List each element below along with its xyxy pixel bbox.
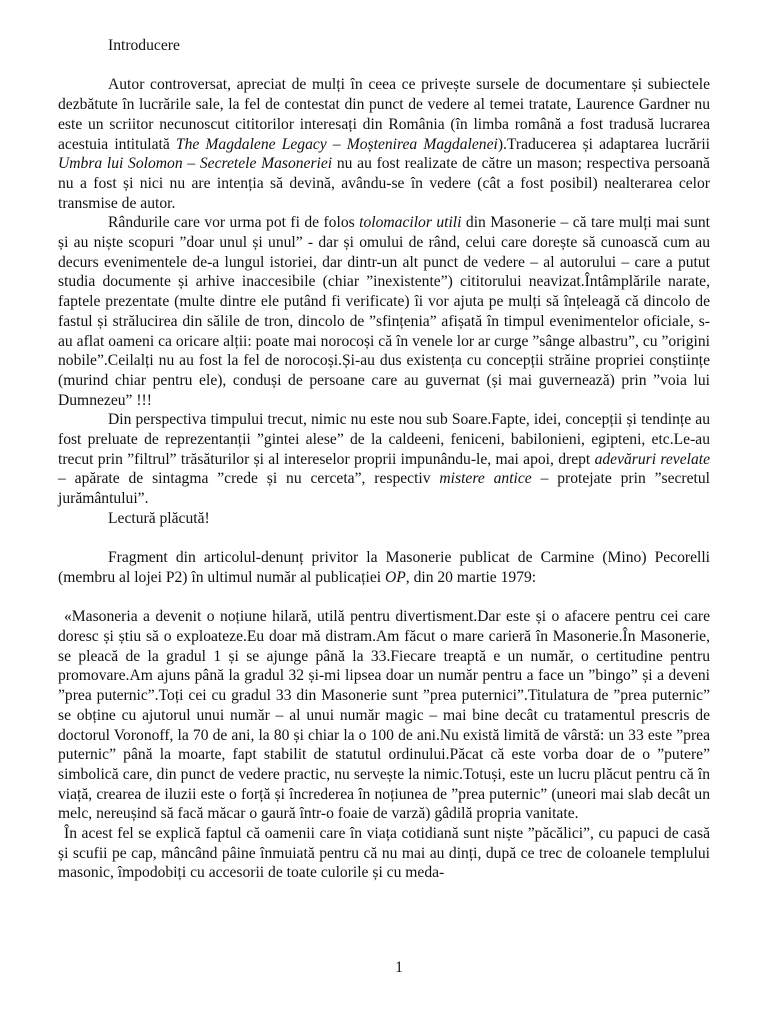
text-run: , din 20 martie 1979: [405, 568, 537, 586]
emphasis: mistere antice [439, 470, 532, 488]
text-run: ).Traducerea și adaptarea lucrării [497, 135, 711, 153]
paragraph-purpose [58, 213, 710, 410]
emphasis: tolomacilor utili [359, 214, 462, 232]
spacer [58, 56, 710, 76]
paragraph-intro [58, 75, 710, 213]
closing-line: Lectură plăcută! [108, 509, 210, 527]
text-run: – protejate prin ”secretul jurământului”. [58, 470, 711, 508]
publication-name: OP [384, 568, 406, 586]
paragraph-fragment-intro [58, 548, 710, 587]
paragraph-perspective [58, 410, 710, 509]
text-run: – apărate de sintagma ”crede și nu cerceta”, respectiv [58, 470, 440, 488]
text-run: din Masonerie – că tare mulți mai sunt și au niște scopuri ”doar unul și unul” - dar și omului de rând, celui care dorește să cunoască cum au decurs evenimentele de-a lungul istoriei, dar dintr-un alt punct de vedere – al autorului – care a putut studia documente și arhive inaccesibile (chiar ”inexistente”) cititorului neavizat.Întâmplările narate, faptele prezentate (multe dintre ele putând fi verificate) îi vor ajuta pe mulți să înțeleagă că dincolo de fastul și strălucirea din sălile de tron, dincolo de ”sfințenia” afișată în timpul evenimentelor oficiale, s-au aflat oameni ca oricare alții: poate mai norocoși că în venele lor ar curge ”sânge albastru”, cu ”origini nobile”.Ceilalți nu au fost la fel de norocoși.Și-au dus existența cu concepții străine propriei conștiințe (murind chiar pentru ele), conduși de persoane care au guvernat (și mai guvernează) prin ”voia lui Dumnezeu” !!! [58, 214, 711, 409]
quoted-paragraph: «Masoneria a devenit o noțiune hilară, utilă pentru divertisment.Dar este și o afacere pentru cei care doresc și știu să o exploateze.Eu doar mă distram.Am făcut o mare carieră în Masonerie.În Masonerie, se pleacă de la gradul 1 și se ajunge până la 33.Fiecare treaptă e un număr, o certitudine pentru promovare.Am ajuns până la gradul 32 și-mi lipsea doar un număr pentru a face un ”bingo” și a deveni ”prea puternic”.Toți cei cu gradul 33 din Masonerie sunt ”prea puternici”.Titulatura de ”prea puternic” se obține cu ajutorul unui număr – al unui număr magic – mai bine decât cu tratamentul prescris de doctorul Voronoff, la 70 de ani, la 80 și chiar la o 100 de ani.Nu există limită de vârstă: un 33 este ”prea puternic” până la moarte, fapt stabilit de statutul ordinului.Păcat că este vorba doar de o ”putere” simbolică care, din punct de vedere practic, nu servește la nimic.Totuși, este un lucru plăcut pentru că în viață, crearea de iluzii este o forță și încrederea în noțiunea de ”prea puternic” (uneori mai slab decât un melc, nereușind să facă măcar o gaură într-o foaie de varză) gâdilă propria vanitate. [58, 608, 710, 823]
quoted-paragraph-continued: În acest fel se explică faptul că oamenii care în viața cotidiană sunt niște ”păcălici”, cu papuci de casă și scufii pe cap, mâncând pâine înmuiată pentru că nu mai au dinți, după ce trec de coloanele templului masonic, împodobiți cu accesorii de toate culorile și cu meda- [58, 825, 710, 882]
text-run: Fragment din articolul-denunț privitor la Masonerie publicat de Carmine (Mino) Pecorelli (membru al lojei P2) în ultimul număr al publicației [58, 549, 710, 586]
section-heading: Introducere [108, 37, 180, 54]
emphasis: adevăruri revelate [594, 450, 710, 468]
text-run: Autor controversat, apreciat de mulți în ceea ce privește sursele de documentare și subiectele dezbătute în lucrările sale, la fel de contestat din punct de vedere al temei tratate, Laurence Gardner nu este un scriitor necunoscut cititorilor interesați din România (în limba română a fost tradusă lucrarea acestuia intitulată [58, 76, 710, 153]
book-title: The Magdalene Legacy – Moștenirea Magdalenei [175, 135, 498, 153]
text-run: nu au fost realizate de către un mason; respectiva persoană nu a fost și nici nu are intenția să devină, avându-se în vedere (cât a fost posibil) nealterarea celor transmise de autor. [58, 155, 710, 212]
page-number: 1 [395, 959, 403, 976]
spacer [58, 588, 710, 608]
text-run: Din perspectiva timpului trecut, nimic nu este nou sub Soare.Fapte, idei, concepții și tendințe au fost preluate de reprezentanții ”gintei alese” de la caldeeni, feniceni, babilonieni, egipteni, etc.Le-au trecut prin ”filtrul” trăsăturilor și al intereselor proprii impunându-le, mai apoi, drept [58, 411, 710, 468]
spacer [58, 529, 710, 549]
book-title: Umbra lui Solomon – Secretele Masoneriei [58, 155, 333, 173]
text-run: Rândurile care vor urma pot fi de folos [108, 214, 360, 232]
